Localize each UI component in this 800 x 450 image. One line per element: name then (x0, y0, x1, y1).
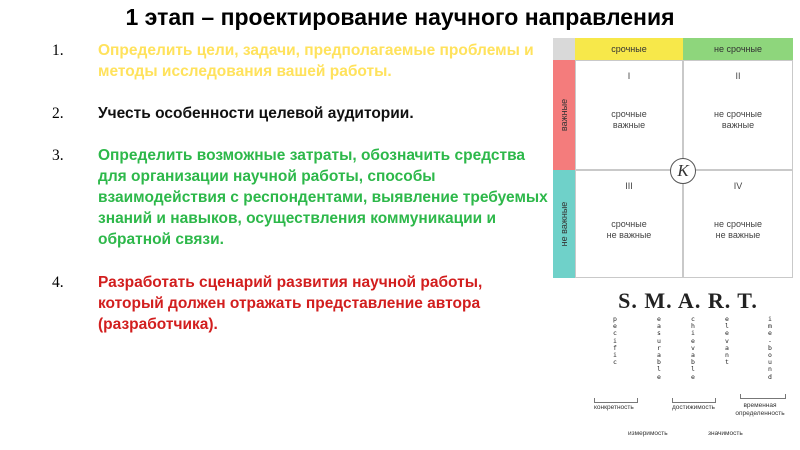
cell-roman-numeral: IV (733, 181, 743, 191)
step-text: Определить возможные затраты, обозначить средства для организации научной работы, способы взаимодействия с респондентами, выявление требуемых знаний и навыков, осуществления коммуникации и обратной связи. (98, 147, 548, 248)
step-number: 4. (52, 274, 64, 291)
matrix-center-badge: K (670, 158, 696, 184)
step-item (52, 40, 552, 82)
smart-word-measurable: e a s u r a b l e (657, 315, 661, 381)
cell-line: важные (721, 120, 755, 130)
matrix-corner (553, 38, 575, 60)
cell-line: не срочные (714, 219, 762, 229)
matrix-cell (683, 170, 793, 278)
smart-label-relevant: значимость (708, 430, 743, 437)
steps-list (52, 40, 552, 356)
step-item (52, 103, 552, 124)
cell-roman-numeral: II (735, 71, 741, 81)
smart-word-time-bound: i m e - b o u n d (768, 315, 772, 381)
matrix-row-important (553, 60, 575, 170)
matrix-cell (575, 170, 683, 278)
smart-label-time-bound: временная определенность (735, 402, 785, 417)
slide-title: 1 этап – проектирование научного направления (125, 4, 675, 30)
step-number: 3. (52, 147, 64, 164)
matrix-row-not-important-label: не важные (559, 201, 569, 247)
smart-bracket (740, 394, 786, 399)
step-item (52, 145, 552, 250)
smart-bracket (672, 398, 716, 403)
eisenhower-matrix (553, 38, 793, 278)
step-text: Определить цели, задачи, предполагаемые проблемы и методы исследования вашей работы. (98, 42, 534, 80)
matrix-header-urgent: срочные (575, 38, 683, 60)
smart-word-specific: p e c i f i c (613, 315, 617, 367)
cell-line: срочные (611, 219, 647, 229)
cell-line: срочные (611, 109, 647, 119)
smart-word-achievable: c h i e v a b l e (691, 315, 695, 381)
cell-line: важные (612, 120, 646, 130)
smart-label-measurable: измеримость (628, 430, 668, 437)
step-item (52, 272, 552, 335)
cell-roman-numeral: III (625, 181, 633, 191)
smart-label-specific: конкретность (594, 404, 634, 411)
cell-line: не срочные (714, 109, 762, 119)
smart-title: S. M. A. R. T. (618, 288, 758, 313)
smart-label-achievable: достижимость (672, 404, 715, 411)
smart-diagram (588, 288, 788, 448)
cell-line: не важные (715, 230, 761, 240)
smart-word-relevant: e l e v a n t (725, 315, 729, 367)
step-number: 1. (52, 42, 64, 59)
step-text: Разработать сценарий развития научной работы, который должен отражать представление автора (разработчика). (98, 274, 483, 333)
step-number: 2. (52, 105, 64, 122)
cell-roman-numeral: I (627, 71, 631, 81)
cell-line: не важные (606, 230, 652, 240)
smart-bracket (594, 398, 638, 403)
step-text: Учесть особенности целевой аудитории. (98, 105, 414, 122)
matrix-row-not-important (553, 170, 575, 278)
matrix-row-important-label: важные (559, 98, 569, 132)
matrix-header-not-urgent: не срочные (683, 38, 793, 60)
matrix-cell (575, 60, 683, 170)
matrix-cell (683, 60, 793, 170)
